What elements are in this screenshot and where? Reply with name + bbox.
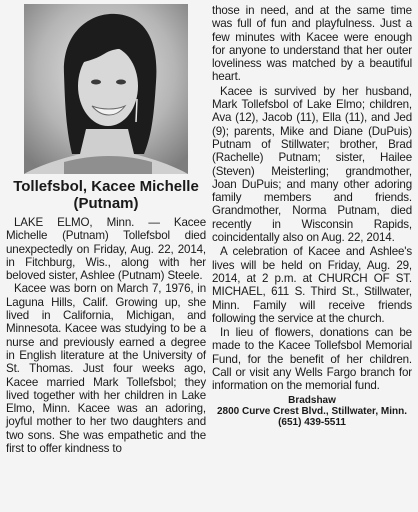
funeral-home-name: Bradshaw xyxy=(288,394,336,406)
left-column xyxy=(6,4,206,455)
portrait-photo xyxy=(24,4,188,174)
paragraph-survivors: Kacee is survived by her husband, Mark Tollefsbol of Lake Elmo; children, Ava (12), Jacob (11), Ella (11), and Jed (9); parents, Mike and Diane (DuPuis) Putnam of Stillwater; brother, Brad (Rachelle) Putnam; sister, Hailee (Steven) Meisterling; grandmother, Joan DuPuis; and many other adoring family members and friends. Grandmother, Norma Putnam, died recently in Wisconsin Rapids, coincidentally also on Aug. 22, 2014. xyxy=(212,84,412,245)
paragraph-intro: LAKE ELMO, Minn. — Kacee Michelle (Putnam) Tollefsbol died unexpectedly on Friday, Aug. 22, 2014, in Fitchburg, Wis., along with her beloved sister, Ashlee (Putnam) Steele. xyxy=(6,216,206,283)
funeral-home-phone: (651) 439-5511 xyxy=(278,416,346,428)
headline-maiden-name: (Putnam) xyxy=(73,195,139,212)
paragraph-service: A celebration of Kacee and Ashlee's lives will be held on Friday, Aug. 29, 2014, at 2 p.m. at CHURCH OF ST. MICHAEL, 611 S. Third St., Stillwater, Minn. Family will receive friends following the service at the church. xyxy=(212,245,412,325)
right-column xyxy=(212,4,412,428)
portrait-image xyxy=(24,4,188,174)
paragraph-memorial: In lieu of flowers, donations can be made to the Kacee Tollefsbol Memorial Fund, for the benefit of her children. Call or visit any Wells Fargo branch for information on the memorial fund. xyxy=(212,326,412,393)
paragraph-biography: Kacee was born on March 7, 1976, in Laguna Hills, Calif. Growing up, she lived in California, Michigan, and Minnesota. Kacee was studying to be a nurse and previously earned a degree in English literature at the University of St. Thomas. Just four weeks ago, Kacee married Mark Tollefsbol; they lived together with her children in Lake Elmo, Minn. Kacee was an adoring, joyful mother to her two daughters and two sons. She was empathetic and the first to offer kindness to xyxy=(6,282,206,456)
funeral-home-address: 2800 Curve Crest Blvd., Stillwater, Minn. xyxy=(216,405,408,417)
paragraph-continuation: those in need, and at the same time was full of fun and playfulness. Just a few minutes with Kacee were enough for anyone to understand that her outer loveliness was matched by a beautiful heart. xyxy=(212,4,412,84)
headline xyxy=(6,178,206,212)
headline-name: Tollefsbol, Kacee Michelle xyxy=(13,178,199,195)
funeral-home-block xyxy=(212,395,412,428)
